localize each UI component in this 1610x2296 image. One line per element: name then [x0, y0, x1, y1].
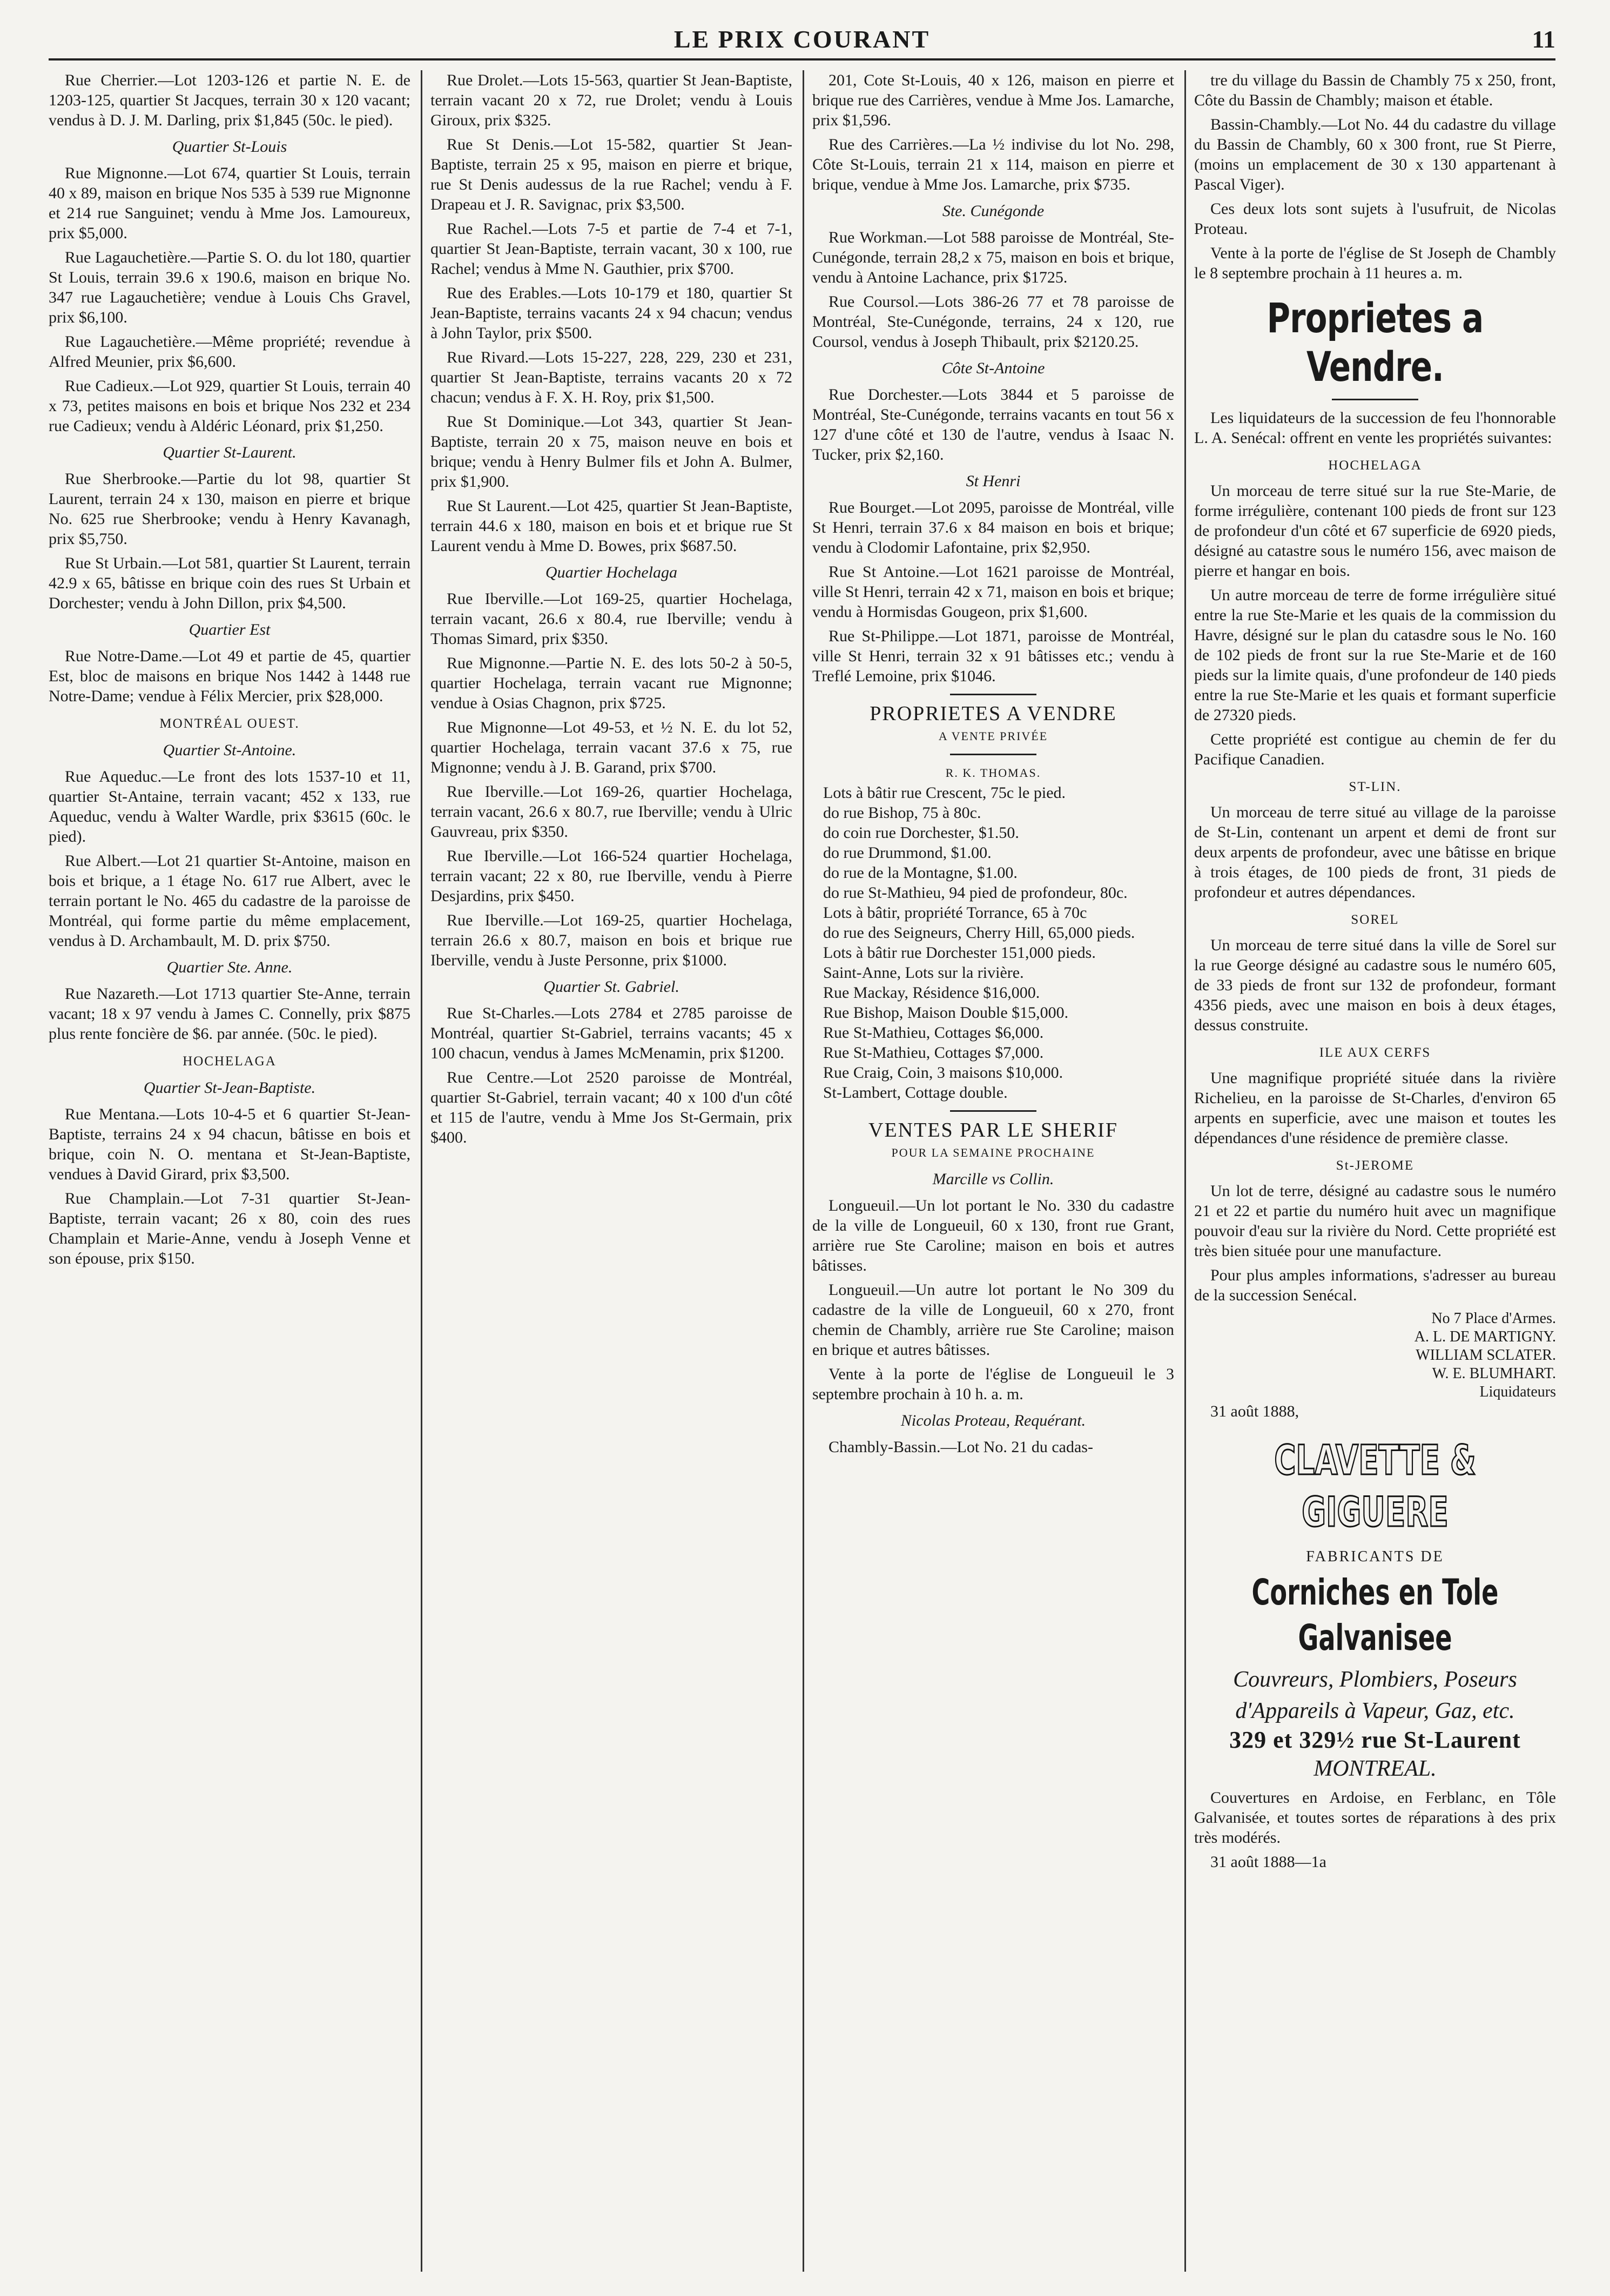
ad-trades: Couvreurs, Plombiers, Poseurs d'Appareils à Vapeur, Gaz, etc.	[1233, 1667, 1517, 1723]
listing-paragraph: Rue Albert.—Lot 21 quartier St-Antoine, maison en bois et brique, a 1 étage No. 617 rue Albert, avec le terrain portant le No. 465 du cadastre de la paroisse de Montréal, qui forme partie du même emplacement, vendus à D. Archambault, M. D. prix $750.	[49, 852, 410, 950]
list-item: Lots à bâtir rue Crescent, 75c le pied.	[823, 784, 1066, 802]
listing-paragraph: Rue Cherrier.—Lot 1203-126 et partie N. E. de 1203-125, quartier St Jacques, terrain 30 x 120 vacant; vendus à D. J. M. Darling, prix $1,845 (50c. le pied).	[49, 71, 410, 129]
listing-paragraph: Rue St Antoine.—Lot 1621 paroisse de Montréal, ville St Henri, terrain 42 x 71, maison en bois et brique; vendu à Hormisdas Gougeon, prix $1,600.	[812, 563, 1174, 621]
agent-name: R. K. THOMAS.	[945, 766, 1041, 780]
running-header	[49, 25, 1555, 57]
listing-paragraph: Rue Rivard.—Lots 15-227, 228, 229, 230 et 231, quartier St Jean-Baptiste, terrains vacants 20 x 72 chacun; vendus à F. X. H. Roy, prix $1,500.	[430, 348, 792, 406]
listing-paragraph: Un lot de terre, désigné au cadastre sous le numéro 21 et 22 et partie du numéro huit avec un magnifique pouvoir d'eau sur la rivière du Nord. Cette propriété est très bien située pour une manufacture.	[1194, 1182, 1556, 1260]
listing-paragraph: Chambly-Bassin.—Lot No. 21 du cadas-	[828, 1438, 1093, 1456]
section-heading: Quartier St-Jean-Baptiste.	[143, 1079, 316, 1097]
section-heading: ST-LIN.	[1349, 780, 1402, 794]
listing-paragraph: Rue St-Philippe.—Lot 1871, paroisse de Montréal, ville St Henri, terrain 32 x 91 bâtisses etc.; vendu à Treflé Lemoine, prix $1046.	[812, 627, 1174, 685]
list-item: do rue de la Montagne, $1.00.	[823, 864, 1018, 882]
signature-block	[1194, 1310, 1556, 1401]
signature-line: Liquidateurs	[1479, 1384, 1556, 1400]
divider	[950, 1110, 1036, 1112]
listing-paragraph: Cette propriété est contigue au chemin de fer du Pacifique Canadien.	[1194, 730, 1556, 768]
listing-paragraph: Rue Workman.—Lot 588 paroisse de Montréal, Ste-Cunégonde, terrain 28,2 x 75, maison en bois et brique, vendu à Antoine Lachance, prix $1725.	[812, 229, 1174, 286]
section-heading: St-JEROME	[1336, 1158, 1414, 1173]
section-heading: ILE AUX CERFS	[1319, 1045, 1431, 1060]
section-heading: Quartier St. Gabriel.	[543, 978, 679, 996]
header-rule	[49, 58, 1555, 61]
listing-paragraph: Rue Iberville.—Lot 166-524 quartier Hochelaga, terrain vacant; 22 x 80, rue Iberville, vendu à Pierre Desjardins, prix $450.	[430, 847, 792, 905]
list-item: do rue des Seigneurs, Cherry Hill, 65,000 pieds.	[823, 924, 1135, 942]
column-2	[430, 70, 792, 2272]
signature-line: WILLIAM SCLATER.	[1416, 1347, 1556, 1364]
list-item: Rue Bishop, Maison Double $15,000.	[823, 1004, 1069, 1022]
listing-paragraph: Un morceau de terre situé au village de la paroisse de St-Lin, contenant un arpent et demi de front sur deux arpents de profondeur, avec une bâtisse en brique à trois étages, de 100 pieds de front, 31 pieds de profondeur et autres dépendances.	[1194, 803, 1556, 901]
date-line: 31 août 1888—1a	[1210, 1853, 1326, 1871]
section-heading: HOCHELAGA	[1328, 458, 1422, 473]
section-heading: St Henri	[966, 472, 1021, 490]
listing-paragraph: Longueuil.—Un lot portant le No. 330 du cadastre de la ville de Longueuil, 60 x 130, front rue Grant, arrière rue Ste Caroline; maison en bois et autres bâtisses.	[812, 1197, 1174, 1274]
listing-paragraph: Rue Champlain.—Lot 7-31 quartier St-Jean-Baptiste, terrain vacant; 26 x 80, coin des rues Champlain et Marie-Anne, vendu à Joseph Venne et son épouse, prix $150.	[49, 1190, 410, 1267]
listing-paragraph: Rue Coursol.—Lots 386-26 77 et 78 paroisse de Montréal, Ste-Cunégonde, terrains, 24 x 120, rue Coursol, vendus à Joseph Thibault, prix $2120.25.	[812, 293, 1174, 351]
list-item: St-Lambert, Cottage double.	[823, 1084, 1008, 1102]
ad-note: Couvertures en Ardoise, en Ferblanc, en Tôle Galvanisée, et toutes sortes de réparations à des prix très modérés.	[1194, 1789, 1556, 1847]
listing-paragraph: Un autre morceau de terre de forme irrégulière situé entre la rue Ste-Marie et les quais de la commission du Havre, désigné sur le plan du catasdre sous le No. 160 de 102 pieds de front sur la rue Ste-Marie et de 160 pieds sur la limite quais, d'une profondeur de 140 pieds entre la rue Ste-Marie et les quais et formant superficie de 27320 pieds.	[1194, 586, 1556, 724]
section-heading: SOREL	[1351, 912, 1399, 927]
list-item: Lots à bâtir rue Dorchester 151,000 pieds.	[823, 944, 1096, 962]
listing-paragraph: Rue Lagauchetière.—Même propriété; revendue à Alfred Meunier, prix $6,600.	[49, 333, 410, 371]
list-item: do rue Bishop, 75 à 80c.	[823, 804, 981, 822]
list-item: Rue St-Mathieu, Cottages $7,000.	[823, 1044, 1044, 1062]
list-item: Rue St-Mathieu, Cottages $6,000.	[823, 1024, 1044, 1042]
listing-paragraph: Rue Mignonne.—Lot 674, quartier St Louis, terrain 40 x 89, maison en brique Nos 535 à 539 rue Mignonne et 214 rue Sanguinet; vendu à Mme Jos. Lamoureux, prix $5,000.	[49, 164, 410, 242]
section-heading: Ste. Cunégonde	[942, 202, 1045, 220]
section-heading: Quartier St-Laurent.	[163, 444, 297, 461]
list-item: Rue Craig, Coin, 3 maisons $10,000.	[823, 1064, 1063, 1082]
list-item: do rue Drummond, $1.00.	[823, 844, 992, 862]
listing-paragraph: Bassin-Chambly.—Lot No. 44 du cadastre du village du Bassin de Chambly, 60 x 300 front, rue St Pierre, (moins un emplacement de 30 x 130 appartenant à Pascal Viger).	[1194, 116, 1556, 193]
listing-paragraph: tre du village du Bassin de Chambly 75 x 250, front, Côte du Bassin de Chambly; maison et étable.	[1194, 71, 1556, 109]
listing-paragraph: Rue Centre.—Lot 2520 paroisse de Montréal, quartier St-Gabriel, terrain vacant; 40 x 100 d'un côté et 115 de l'autre, vendu à Mme Jos St-Germain, prix $400.	[430, 1069, 792, 1146]
list-item: Rue Mackay, Résidence $16,000.	[823, 984, 1040, 1002]
requerant-signature: Nicolas Proteau, Requérant.	[900, 1412, 1086, 1429]
for-sale-heading: PROPRIETES A VENDRE	[870, 702, 1117, 725]
listing-paragraph: Rue Sherbrooke.—Partie du lot 98, quartier St Laurent, terrain 24 x 130, maison en pierre et brique No. 625 rue Sherbrooke; vendu à Henry Kavanagh, prix $5,750.	[49, 470, 410, 548]
listing-paragraph: Rue Lagauchetière.—Partie S. O. du lot 180, quartier St Louis, terrain 39.6 x 190.6, maison en brique No. 347 rue Lagauchetière; vendue à Louis Chs Gravel, prix $6,100.	[49, 249, 410, 326]
listing-paragraph: Un morceau de terre situé dans la ville de Sorel sur la rue George désigné au cadastre sous le numéro 605, de 33 pieds de front sur 132 de profondeur, formant 4356 pieds, avec une maison en bois à deux étages, dessus construite.	[1194, 936, 1556, 1034]
listing-paragraph: Longueuil.—Un autre lot portant le No 309 du cadastre de la ville de Longueuil, 60 x 270, front chemin de Chambly, arrière rue Ste Caroline; maison en brique et autres bâtisses.	[812, 1281, 1174, 1359]
listing-paragraph: Rue Rachel.—Lots 7-5 et partie de 7-4 et 7-1, quartier St Jean-Baptiste, terrain vacant, 30 x 100, rue Rachel; vendus à Mme N. Gauthier, prix $700.	[430, 220, 792, 278]
section-heading: Quartier Ste. Anne.	[166, 958, 293, 976]
listing-paragraph: Rue Aqueduc.—Le front des lots 1537-10 et 11, quartier St-Antaine, terrain vacant; 452 x 133, rue Aqueduc, vendu à Walter Wardle, prix $3615 (60c. le pied).	[49, 768, 410, 845]
listing-paragraph: Rue St Laurent.—Lot 425, quartier St Jean-Baptiste, terrain 44.6 x 180, maison en bois et et brique rue St Laurent vendu à Mme D. Bowes, prix $687.50.	[430, 497, 792, 555]
listing-paragraph: Rue Nazareth.—Lot 1713 quartier Ste-Anne, terrain vacant; 18 x 97 vendu à James C. Connelly, prix $875 plus rente foncière de $6. par année. (50c. le pied).	[49, 985, 410, 1043]
advertiser-name: CLAVETTE & GIGUERE	[1274, 1436, 1476, 1536]
case-title: Marcille vs Collin.	[932, 1170, 1054, 1188]
section-heading: HOCHELAGA	[183, 1054, 277, 1069]
listing-paragraph: Rue Bourget.—Lot 2095, paroisse de Montréal, ville St Henri, terrain 37.6 x 84 maison en bois et brique; vendu à Clodomir Lafontaine, prix $2,950.	[812, 499, 1174, 556]
list-item: do rue St-Mathieu, 94 pied de profondeur, 80c.	[823, 884, 1128, 902]
section-heading: Quartier Est	[188, 621, 271, 639]
ad-product: Corniches en Tole Galvanisee	[1251, 1572, 1499, 1659]
column-3	[812, 70, 1174, 2272]
date-line: 31 août 1888,	[1210, 1402, 1299, 1420]
column-rule	[421, 70, 422, 2272]
listing-paragraph: Rue Iberville.—Lot 169-25, quartier Hochelaga, terrain 26.6 x 80.7, maison en bois et brique rue Iberville, vendu à Juste Personne, prix $1000.	[430, 911, 792, 969]
column-4	[1194, 70, 1556, 2272]
signature-line: A. L. DE MARTIGNY.	[1414, 1328, 1556, 1345]
listing-paragraph: Rue St Denis.—Lot 15-582, quartier St Jean-Baptiste, terrain 25 x 95, maison en pierre et brique, rue St Denis audessus de la rue Rachel; vendu à F. Drapeau et J. R. Savignac, prix $3,500.	[430, 136, 792, 213]
for-sale-subheading: A VENTE PRIVÉE	[938, 729, 1048, 743]
for-sale-list	[812, 783, 1174, 1103]
listing-paragraph: Rue Dorchester.—Lots 3844 et 5 paroisse de Montréal, Ste-Cunégonde, terrains vacants en tout 56 x 127 d'une côté et 130 de l'autre, vendus à Isaac N. Tucker, prix $2,160.	[812, 386, 1174, 464]
section-heading: Quartier St-Antoine.	[163, 741, 297, 759]
listing-paragraph: Rue Iberville.—Lot 169-25, quartier Hochelaga, terrain vacant, 26.6 x 80.4, rue Iberville; vendu à Thomas Simard, prix $350.	[430, 590, 792, 648]
divider	[950, 694, 1036, 695]
column-1	[49, 70, 410, 2272]
listing-paragraph: Les liquidateurs de la succession de feu l'honnorable L. A. Senécal: offrent en vente les propriétés suivantes:	[1194, 409, 1556, 447]
ad-address: 329 et 329½ rue St-Laurent	[1229, 1727, 1521, 1753]
section-heading: Côte St-Antoine	[941, 359, 1045, 377]
listing-paragraph: Rue Notre-Dame.—Lot 49 et partie de 45, quartier Est, bloc de maisons en brique Nos 1442 à 1448 rue Notre-Dame; vendue à Félix Mercier, prix $28,000.	[49, 647, 410, 705]
list-item: do coin rue Dorchester, $1.50.	[823, 824, 1019, 842]
display-title: Proprietes a Vendre.	[1267, 294, 1484, 391]
column-rule	[1184, 70, 1186, 2272]
listing-paragraph: Pour plus amples informations, s'adresser au bureau de la succession Senécal.	[1194, 1266, 1556, 1304]
section-heading: MONTRÉAL OUEST.	[159, 716, 300, 731]
listing-paragraph: Rue Cadieux.—Lot 929, quartier St Louis, terrain 40 x 73, petites maisons en bois et brique Nos 232 et 234 rue Cadieux; vendu à Aldéric Léonard, prix $1,250.	[49, 377, 410, 435]
section-heading: Quartier St-Louis	[172, 138, 287, 156]
list-item: Lots à bâtir, propriété Torrance, 65 à 70c	[823, 904, 1087, 922]
list-item: Saint-Anne, Lots sur la rivière.	[823, 964, 1024, 982]
listing-paragraph: Rue St Urbain.—Lot 581, quartier St Laurent, terrain 42.9 x 65, bâtisse en brique coin des rues St Urbain et Dorchester; vendu à John Dillon, prix $4,500.	[49, 554, 410, 612]
signature-line: W. E. BLUMHART.	[1432, 1365, 1556, 1382]
divider	[1332, 399, 1418, 400]
sheriff-sales-subheading: POUR LA SEMAINE PROCHAINE	[891, 1146, 1095, 1159]
listing-paragraph: Rue St-Charles.—Lots 2784 et 2785 paroisse de Montréal, quartier St-Gabriel, terrains vacants; 45 x 100 chacun, vendus à James McMenamin, prix $1200.	[430, 1004, 792, 1062]
divider	[950, 754, 1036, 755]
ad-city: MONTREAL.	[1313, 1756, 1437, 1781]
listing-paragraph: Vente à la porte de l'église de St Joseph de Chambly le 8 septembre prochain à 11 heures a. m.	[1194, 244, 1556, 282]
listing-paragraph: Rue Mignonne.—Partie N. E. des lots 50-2 à 50-5, quartier Hochelaga, terrain vacant rue Mignonne; vendue à Osias Chagnon, prix $725.	[430, 654, 792, 712]
listing-paragraph: 201, Cote St-Louis, 40 x 126, maison en pierre et brique rue des Carrières, vendue à Mme Jos. Lamarche, prix $1,596.	[812, 71, 1174, 129]
signature-line: No 7 Place d'Armes.	[1431, 1310, 1556, 1327]
listing-paragraph: Rue Iberville.—Lot 169-26, quartier Hochelaga, terrain vacant, 26.6 x 80.7, rue Iberville; vendu à Ulric Gauvreau, prix $350.	[430, 783, 792, 841]
listing-paragraph: Rue St Dominique.—Lot 343, quartier St Jean-Baptiste, terrain 20 x 75, maison neuve en bois et brique; vendu à Henry Bulmer fils et John A. Bulmer, prix $1,900.	[430, 413, 792, 491]
listing-paragraph: Rue Mignonne—Lot 49-53, et ½ N. E. du lot 52, quartier Hochelaga, terrain vacant 37.6 x 75, rue Mignonne; vendu à J. B. Garand, prix $700.	[430, 719, 792, 776]
listing-paragraph: Une magnifique propriété située dans la rivière Richelieu, en la paroisse de St-Charles, d'environ 65 arpents en superficie, avec une maison et toutes les dépendances d'une résidence de première classe.	[1194, 1069, 1556, 1147]
columns	[49, 70, 1555, 2272]
listing-paragraph: Un morceau de terre situé sur la rue Ste-Marie, de forme irrégulière, contenant 100 pieds de front sur 123 de profondeur d'un côté et 67 superficie de 6920 pieds, désigné au catastre sous le numéro 156, avec maison de pierre et hangar en bois.	[1194, 482, 1556, 580]
column-rule	[803, 70, 804, 2272]
page-number: 11	[1532, 25, 1555, 53]
listing-paragraph: Vente à la porte de l'église de Longueuil le 3 septembre prochain à 10 h. a. m.	[812, 1365, 1174, 1403]
listing-paragraph: Rue Drolet.—Lots 15-563, quartier St Jean-Baptiste, terrain vacant 20 x 72, rue Drolet; vendu à Louis Giroux, prix $325.	[430, 71, 792, 129]
listing-paragraph: Rue des Carrières.—La ½ indivise du lot No. 298, Côte St-Louis, terrain 21 x 114, maison en pierre et brique, vendue à Mme Jos. Lamarche, prix $735.	[812, 136, 1174, 193]
masthead-title: LE PRIX COURANT	[673, 25, 931, 53]
listing-paragraph: Rue Mentana.—Lots 10-4-5 et 6 quartier St-Jean-Baptiste, terrains 24 x 94 chacun, bâtisse en bois et brique, coin N. O. mentana et St-Jean-Baptiste, vendues à David Girard, prix $3,500.	[49, 1105, 410, 1183]
sheriff-sales-heading: VENTES PAR LE SHERIF	[868, 1119, 1118, 1142]
listing-paragraph: Rue des Erables.—Lots 10-179 et 180, quartier St Jean-Baptiste, terrains vacants 24 x 94 chacun; vendus à John Taylor, prix $500.	[430, 284, 792, 342]
ad-subheading: FABRICANTS DE	[1306, 1548, 1444, 1565]
section-heading: Quartier Hochelaga	[545, 563, 678, 581]
listing-paragraph: Ces deux lots sont sujets à l'usufruit, de Nicolas Proteau.	[1194, 200, 1556, 238]
